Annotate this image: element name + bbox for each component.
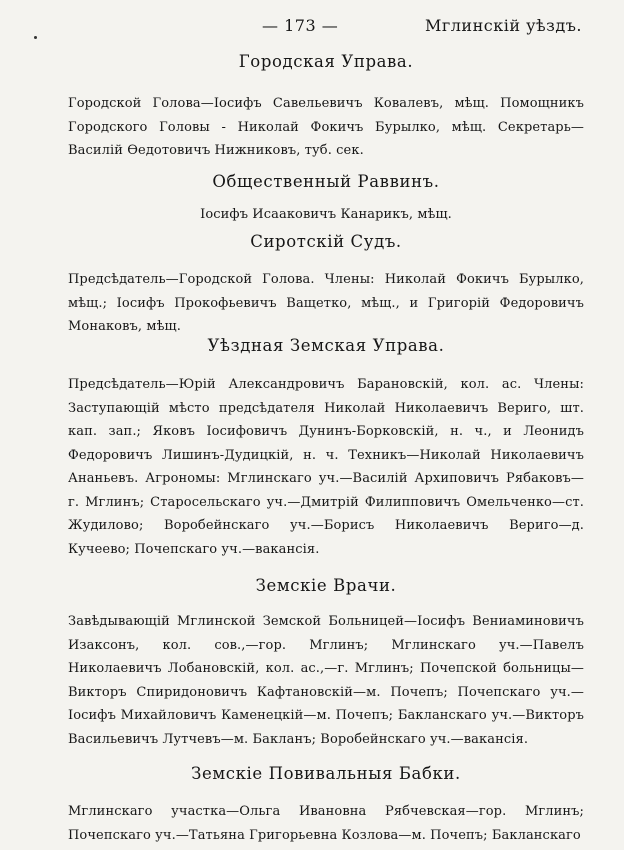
section-title-zemstvo-doctors: Земскіе Врачи. [255, 576, 397, 595]
section-title-orphan-court: Сиротскій Судъ. [250, 232, 402, 251]
section-text-midwives: Мглинскаго участка—Ольга Ивановна Рябчевская—гор. Мглинъ; Почепскаго уч.—Татьяна Григорьевна Козлова—м. Почепъ; Бакланскаго [68, 804, 584, 843]
section-text-zemstvo-board: Предсѣдатель—Юрій Александровичъ Барановскій, кол. ас. Члены: Заступающій мѣсто предсѣдателя Николай Николаевичъ Веригo, шт. кап. зап.; Яковъ Іосифовичъ Дунинъ-Борковскій, н. ч., и Леонидъ Федоровичъ Лишинъ-Дудицкій, н. ч. Техникъ—Николай Николаевичъ Ананьевъ. Агрономы: Мглинскаго уч.—Василій Архиповичъ Рябаковъ— г. Мглинъ; Старосельскаго уч.—Дмитрій Филипповичъ Омельченко—ст. Жудилово; Воробейнскаго уч.—Борисъ Николаевичъ Веригo—д. Кучеево; Почепскаго уч.—вакансія. [68, 377, 584, 557]
section-text-zemstvo-doctors: Завѣдывающій Мглинской Земской Больницей—Іосифъ Вениаминовичъ Изаксонъ, кол. сов.,—гор. Мглинъ; Мглинскаго уч.—Павелъ Николаевичъ Лобановскій, кол. ас.,—г. Мглинъ; Почепской больницы—Викторъ Спиридоновичъ Кафтановскій—м. Почепъ; Почепскаго уч.—Іосифъ Михайловичъ Каменецкій—м. Почепъ; Бакланскаго уч.—Викторъ Васильевичъ Лутчевъ—м. Бакланъ; Воробейнскаго уч.—вакансія. [68, 614, 584, 747]
page-number: — 173 — [262, 16, 339, 35]
section-title-rabbi: Общественный Раввинъ. [212, 172, 440, 191]
section-title-city-council: Городская Управа. [238, 52, 414, 71]
running-head [0, 12, 624, 40]
section-text-city-council: Городской Голова—Іосифъ Савельевичъ Ковалевъ, мѣщ. Помощникъ Городского Головы - Николай Фокичъ Бурылко, мѣщ. Секретарь—Василій Ѳедотовичъ Нижниковъ, туб. сек. [68, 96, 584, 158]
ink-dot [34, 36, 37, 39]
district-header: Мглинскій уѣздъ. [425, 16, 582, 35]
section-title-midwives: Земскіе Повивальныя Бабки. [191, 764, 461, 783]
section-title-zemstvo-board: Уѣздная Земская Управа. [207, 336, 445, 355]
section-text-rabbi: Іосифъ Исааковичъ Канарикъ, мѣщ. [200, 207, 452, 222]
section-text-orphan-court: Предсѣдатель—Городской Голова. Члены: Николай Фокичъ Бурылко, мѣщ.; Іосифъ Прокофьевичъ Ващетко, мѣщ., и Григорій Федоровичъ Монаковъ, мѣщ. [68, 272, 584, 334]
